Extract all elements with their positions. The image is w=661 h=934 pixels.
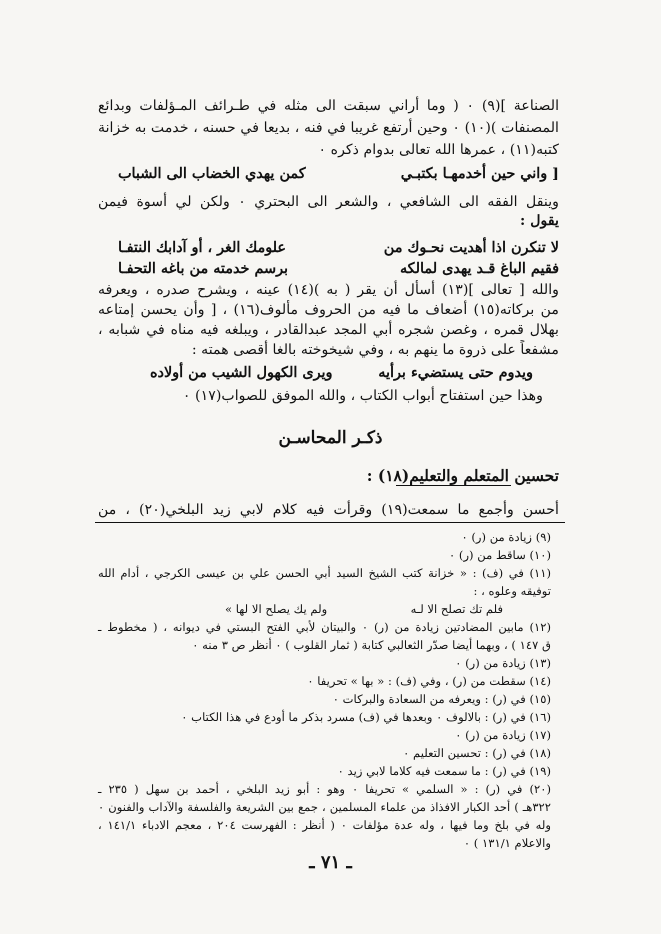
body-line-1: الصناعة ](٩) ٠ ( وما أراني سبقت الى مثله في طـرائف المـؤلفات وبدائع: [98, 98, 559, 114]
verse-hemistich-first: لا تنكرن اذا أهديت نحـوك من: [383, 239, 559, 256]
footnote-14: (١٤) سقطت من (ر) ، وفي (ف) : « بها » تحريفا ٠: [307, 674, 551, 688]
verse-hemistich-second: برسم خدمته من باغه التحفـا: [118, 260, 289, 277]
footnote-18: (١٨) في (ر) : تحسين التعليم ٠: [403, 746, 551, 760]
body-line-3: كتبه(١١) ، عمرها الله تعالى بدوام ذكره ٠: [318, 142, 559, 158]
verse-hemistich-second: ولم يك يصلح الا لها »: [225, 602, 328, 616]
verse-hemistich-first: [ واني حين أخدمهـا بكتبـي: [400, 165, 559, 182]
subheading: تحسين المتعلم والتعليم(١٨) :: [366, 466, 559, 485]
verse-hemistich-first: فقيم الباغ قـد يهدى لمالكه: [399, 260, 559, 277]
body-line-2: المصنفات )(١٠) ٠ وحين أرتفع غريبا في فنه ، بديعا في حسنه ، خدمت به خزانة: [98, 120, 559, 136]
poem-verse-4: [150, 363, 533, 383]
body-line-9: مشفعاً على ذروة ما ينهم به ، وفي شيخوخته بالغا أقصى همته :: [191, 342, 559, 358]
subheading-underline: [396, 485, 511, 486]
footnote-13: (١٣) زيادة من (ر) ٠: [455, 656, 551, 670]
footnote-9: (٩) زيادة من (ر) ٠: [461, 530, 551, 544]
footnote-20-cont-1: ٣٢٢هـ ) أحد الكبار الافذاذ من علماء المسلمين ، جمع بين الشريعة والفلسفة والآداب والفنون ٠: [98, 800, 551, 814]
body-line-10: أحسن وأجمع ما سمعت(١٩) وقرأت فيه كلام لابي زيد البلخي(٢٠) ، من: [98, 502, 559, 518]
body-line-5: يقول :: [520, 213, 559, 229]
verse-hemistich-second: علومك الغر ، أو آدابك النتفـا: [118, 239, 287, 256]
body-line-7: من بركاته(١٥) أضعاف ما فيه من الحروف مألوف(١٦) ، [ وأن يحسن إمتاعه: [98, 302, 559, 318]
section-title: ذكـر المحاسـن: [278, 428, 383, 448]
body-line-4: وينقل الفقه الى الشافعي ، والشعر الى البحتري ٠ ولكن لي أسوة فيمن: [98, 194, 559, 210]
poem-verse-2: [118, 238, 559, 258]
verse-hemistich-first: فلم تك تصلح الا لـه: [410, 602, 503, 616]
footnote-20-cont-3: والاعلام ١٣١/١ ) ٠: [463, 836, 551, 850]
body-line-8: بهلال قمره ، وغصن شجره أبي المجد عبدالقادر ، ويبلغه فيه مناه في شبابه ،: [98, 322, 559, 338]
footnote-16: (١٦) في (ر) : بالالوف ٠ وبعدها في (ف) مسرد بذكر ما أودع في هذا الكتاب ٠: [181, 710, 551, 724]
footnote-10: (١٠) ساقط من (ر) ٠: [449, 548, 551, 562]
footnote-separator: [95, 522, 565, 523]
footnote-15: (١٥) في (ر) : ويعرفه من السعادة والبركات ٠: [332, 692, 551, 706]
verse-hemistich-second: كمن يهدي الخضاب الى الشباب: [118, 165, 306, 182]
poem-verse-3: [118, 259, 559, 279]
footnote-20: (٢٠) في (ر) : « السلمي » تحريفا ٠ وهو : أبو زيد البلخي ، أحمد بن سهل ( ٢٣٥ ـ: [98, 782, 551, 796]
page-number: ـ ٧١ ـ: [309, 852, 352, 873]
verse-hemistich-second: ويرى الكهول الشيب من أولاده: [150, 364, 333, 381]
footnote-20-cont-2: وله في بلخ وما فيها ، وله عدة مؤلفات ٠ ( أنظر : الفهرست ٢٠٤ ، معجم الادباء ١٤١/١ ،: [98, 818, 551, 832]
footnote-12-cont: ق ١٤٧ ) ، وبهما أيضا صدّر الثعالبي كتابة ( ثمار القلوب ) ٠ أنظر ص ٣ منه ٠: [192, 638, 551, 652]
footnote-verse: [225, 601, 503, 617]
footnote-11: (١١) في (ف) : « خزانة كتب الشيخ السيد أبي الحسن علي بن عيسى الكرجي ، أدام الله: [98, 566, 551, 580]
footnote-19: (١٩) في (ر) : ما سمعت فيه كلاما لابي زيد ٠: [337, 764, 551, 778]
closing-line: وهذا حين استفتاح أبواب الكتاب ، والله الموفق للصواب(١٧) ٠: [182, 388, 543, 404]
poem-verse-1: [118, 164, 559, 184]
body-line-6: والله [ تعالى ](١٣) أسأل أن يقر ( به )(١٤) عينه ، ويشرح صدره ، ويعرفه: [98, 282, 559, 298]
verse-hemistich-first: ويدوم حتى يستضيء برأيه: [378, 364, 533, 381]
footnote-12: (١٢) مابين المضادتين زيادة من (ر) ٠ والبيتان لأبي الفتح البستي في ديوانه ، ( مخطوط ـ: [98, 620, 552, 634]
footnote-11-cont: توفيقه وعلوه ، :: [473, 584, 551, 598]
footnote-17: (١٧) زيادة من (ر) ٠: [455, 728, 551, 742]
